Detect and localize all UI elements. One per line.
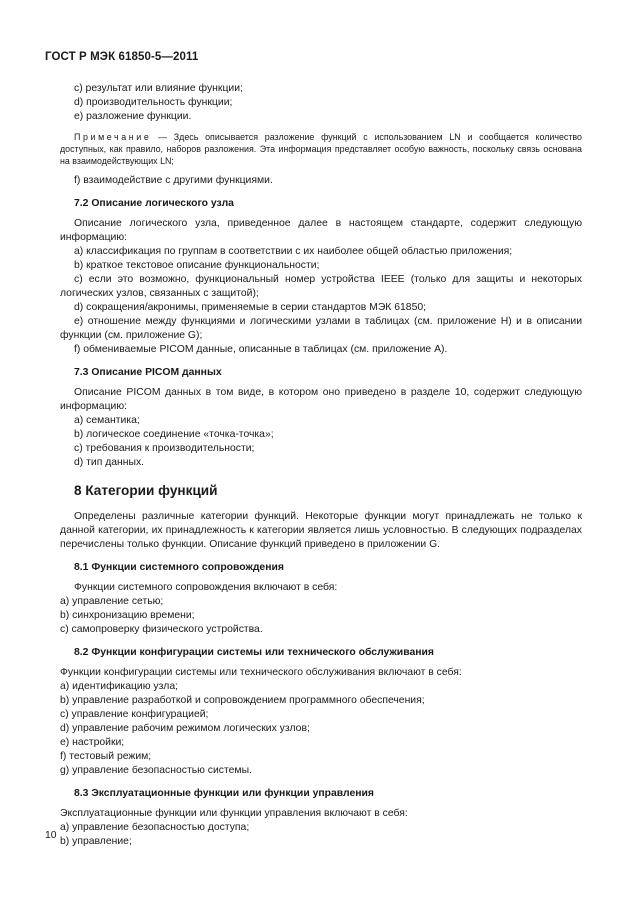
section-paragraph: Функции системного сопровождения включают в себя: [74,582,338,593]
section-paragraph: Описание PICOM данных в том виде, в котором оно приведено в разделе 10, содержит следующую информацию: [60,387,582,412]
list-item: b) управление разработкой и сопровождением программного обеспечения; [60,695,425,706]
list-item: c) требования к производительности; [74,443,255,454]
section-paragraph: Эксплуатационные функции или функции управления включают в себя: [60,808,408,819]
list-item: e) разложение функции. [74,111,192,122]
note-label: Примечание [74,132,152,142]
list-item: d) сокращения/акронимы, применяемые в серии стандартов МЭК 61850; [74,302,427,313]
list-item: а) управление безопасностью доступа; [60,822,250,833]
section-heading-7-3: 7.3 Описание PICOM данных [74,367,222,378]
section-heading-8-3: 8.3 Эксплуатационные функции или функции управления [74,788,374,799]
list-item: b) логическое соединение «точка-точка»; [74,429,274,440]
list-item: d) производительность функции; [74,97,233,108]
list-item: c) если это возможно, функциональный номер устройства IEEE (только для защиты и некоторых логических узлов, связанных с защитой); [60,274,582,299]
list-item: c) результат или влияние функции; [74,83,243,94]
document-body [60,82,582,849]
list-item: а) семантика; [74,415,140,426]
list-item: c) самопроверку физического устройства. [60,624,263,635]
list-item: e) отношение между функциями и логическими узлами в таблицах (см. приложение H) и в описании функции (см. приложение G); [60,316,582,341]
list-item: а) идентификацию узла; [60,681,178,692]
note-paragraph [60,131,582,167]
section-paragraph: Функции конфигурации системы или технического обслуживания включают в себя: [60,667,462,678]
section-heading-7-2: 7.2 Описание логического узла [74,198,234,209]
list-item: d) тип данных. [74,457,145,468]
list-item: а) классификация по группам в соответствии с их наиболее общей областью приложения; [74,246,513,257]
list-item: f) взаимодействие с другими функциями. [74,175,273,186]
list-item: f) обмениваемые PICOM данные, описанные в таблицах (см. приложение A). [74,344,448,355]
document-header: ГОСТ Р МЭК 61850-5—2011 [45,51,199,63]
section-paragraph: Определены различные категории функций. Некоторые функции могут принадлежать не только к данной категории, их принадлежность к категории является лишь условностью. В следующих подразделах перечислены только функции. Описание функций приведено в приложении G. [60,511,582,550]
list-item: c) управление конфигурацией; [60,709,209,720]
list-item: e) настройки; [60,737,125,748]
list-item: f) тестовый режим; [60,751,152,762]
section-heading-8-2: 8.2 Функции конфигурации системы или технического обслуживания [74,647,434,658]
list-item: b) управление; [60,836,132,847]
list-item: а) управление сетью; [60,596,164,607]
list-item: g) управление безопасностью системы. [60,765,252,776]
section-heading-8: 8 Категории функций [74,483,218,498]
list-item: b) синхронизацию времени; [60,610,195,621]
section-paragraph: Описание логического узла, приведенное далее в настоящем стандарте, содержит следующую информацию: [60,218,582,243]
list-item: d) управление рабочим режимом логических узлов; [60,723,310,734]
page-number: 10 [45,830,57,841]
section-heading-8-1: 8.1 Функции системного сопровождения [74,562,284,573]
note-text: — Здесь описывается разложение функций с использованием LN и сообщается количество доступных, как правило, наборов разложения. Эта информация представляет особую важность, поскольку связь основана на взаимодействующих LN; [60,132,582,166]
list-item: b) краткое текстовое описание функциональности; [74,260,320,271]
